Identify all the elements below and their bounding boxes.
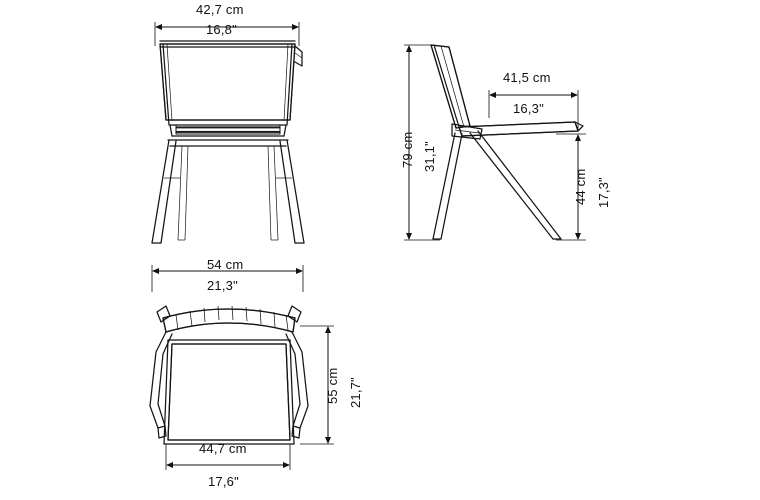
side-height-in-label: 31,1" xyxy=(422,141,437,172)
side-depth-in-label: 16,3" xyxy=(513,101,544,116)
front-width-in-label: 16,8" xyxy=(206,22,237,37)
seat-height-in-label: 17,3" xyxy=(596,177,611,208)
side-depth-cm-label: 41,5 cm xyxy=(503,70,551,85)
top-front-in-label: 17,6" xyxy=(208,474,239,489)
top-front-cm-label: 44,7 cm xyxy=(199,441,247,456)
top-depth-in-label: 21,7" xyxy=(348,377,363,408)
top-width-in-label: 21,3" xyxy=(207,278,238,293)
front-width-cm-label: 42,7 cm xyxy=(196,2,244,17)
top-depth-cm-label: 55 cm xyxy=(325,367,340,404)
side-height-cm-label: 79 cm xyxy=(400,131,415,168)
front-view-group xyxy=(152,22,304,243)
top-width-cm-label: 54 cm xyxy=(207,257,244,272)
top-view-group xyxy=(150,265,334,470)
seat-height-cm-label: 44 cm xyxy=(573,168,588,205)
